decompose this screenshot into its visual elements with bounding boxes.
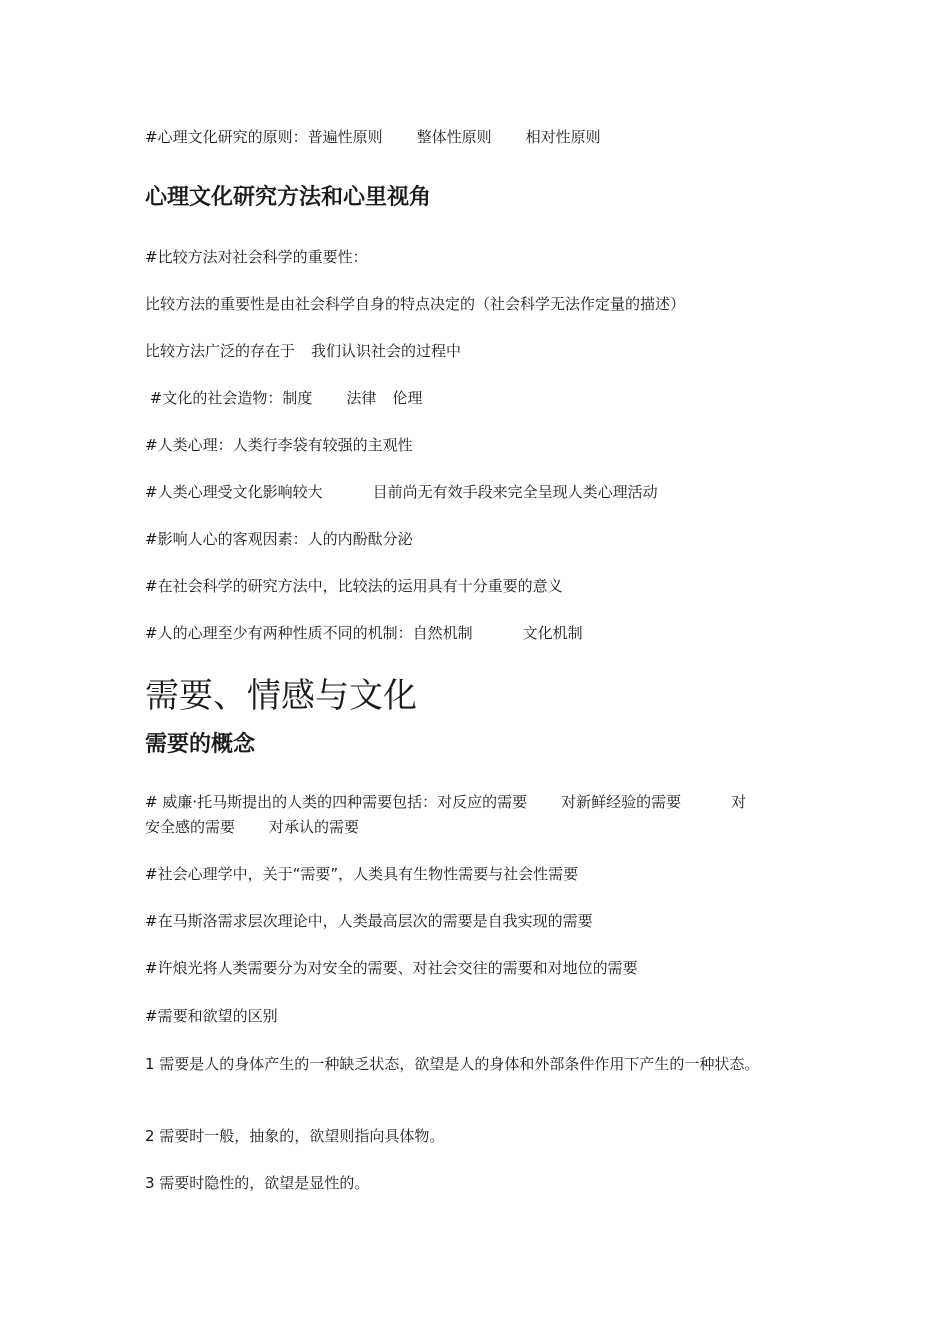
paragraph: 3 需要时隐性的，欲望是显性的。 bbox=[145, 1174, 370, 1192]
text-segment: 对承认的需要 bbox=[269, 818, 360, 836]
text-segment: 文化机制 bbox=[522, 624, 583, 642]
heading-chapter: 需要、情感与文化 bbox=[145, 676, 417, 716]
text-segment: 安全感的需要 bbox=[145, 818, 236, 836]
text-segment: # 威廉·托马斯提出的人类的四种需要包括：对反应的需要 bbox=[145, 793, 528, 811]
paragraph: #影响人心的客观因素：人的内酚酞分泌 bbox=[145, 530, 413, 548]
text-segment: 对 bbox=[731, 793, 747, 811]
text-segment: 法律 bbox=[346, 389, 377, 407]
paragraph: #人类心理：人类行李袋有较强的主观性 bbox=[145, 436, 413, 454]
paragraph bbox=[145, 480, 658, 505]
text-segment: 相对性原则 bbox=[525, 128, 601, 146]
text-segment: 比较方法广泛的存在于 bbox=[145, 342, 296, 360]
text-segment: 伦理 bbox=[392, 389, 423, 407]
paragraph: #比较方法对社会科学的重要性： bbox=[145, 248, 368, 266]
paragraph: 比较方法的重要性是由社会科学自身的特点决定的（社会科学无法作定量的描述） bbox=[145, 295, 686, 313]
text-segment: #人的心理至少有两种性质不同的机制：自然机制 bbox=[145, 624, 473, 642]
paragraph-four-needs-continued bbox=[145, 815, 359, 840]
paragraph: #许烺光将人类需要分为对安全的需要、对社会交往的需要和对地位的需要 bbox=[145, 959, 638, 977]
paragraph bbox=[145, 386, 422, 411]
paragraph: #需要和欲望的区别 bbox=[145, 1007, 278, 1025]
paragraph: 1 需要是人的身体产生的一种缺乏状态，欲望是人的身体和外部条件作用下产生的一种状态。 bbox=[145, 1055, 760, 1073]
text-segment: 对新鲜经验的需要 bbox=[561, 793, 682, 811]
text-segment: 我们认识社会的过程中 bbox=[311, 342, 462, 360]
heading-research-methods: 心理文化研究方法和心里视角 bbox=[145, 185, 432, 210]
paragraph-four-needs bbox=[145, 790, 746, 815]
text-segment: #人类心理受文化影响较大 bbox=[145, 483, 323, 501]
paragraph bbox=[145, 339, 461, 364]
text-segment: 整体性原则 bbox=[416, 128, 492, 146]
paragraph: 2 需要时一般，抽象的，欲望则指向具体物。 bbox=[145, 1127, 445, 1145]
paragraph: #在社会科学的研究方法中，比较法的运用具有十分重要的意义 bbox=[145, 577, 563, 595]
text-segment: #文化的社会造物：制度 bbox=[145, 389, 313, 407]
text-segment: #心理文化研究的原则：普遍性原则 bbox=[145, 128, 383, 146]
text-segment: 目前尚无有效手段来完全呈现人类心理活动 bbox=[372, 483, 658, 501]
paragraph: #社会心理学中，关于“需要”，人类具有生物性需要与社会性需要 bbox=[145, 865, 579, 883]
paragraph: #在马斯洛需求层次理论中，人类最高层次的需要是自我实现的需要 bbox=[145, 912, 593, 930]
heading-concept: 需要的概念 bbox=[145, 732, 256, 757]
paragraph bbox=[145, 621, 583, 646]
paragraph-research-principles bbox=[145, 125, 601, 150]
